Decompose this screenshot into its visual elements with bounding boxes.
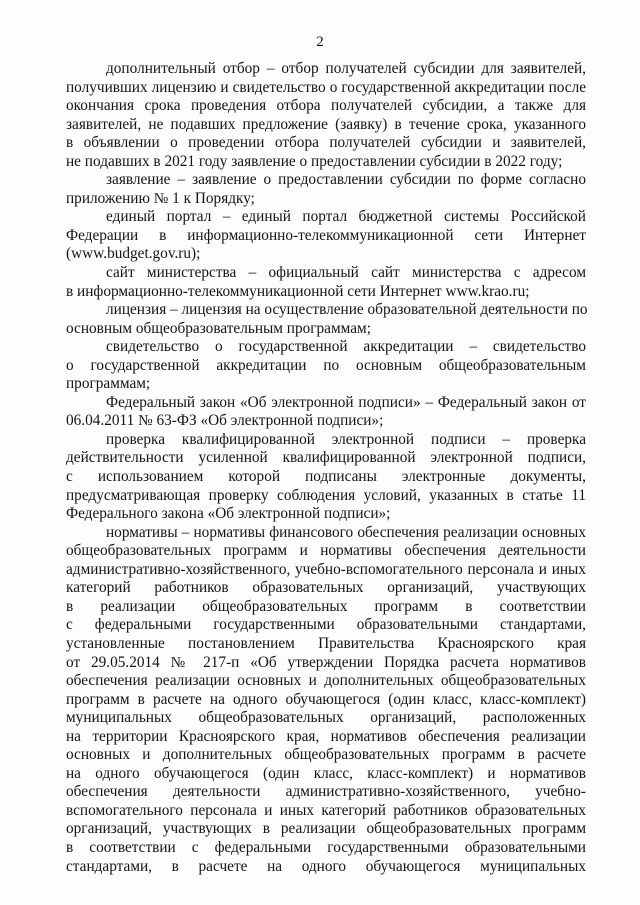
text-line: на одного обучающегося (один класс, класс-комплект) и нормативов — [66, 764, 586, 782]
text-line: проверка квалифицированной электронной подписи – проверка — [106, 430, 586, 448]
text-line: стандартами, в расчете на одного обучающегося муниципальных — [66, 857, 586, 875]
text-line: обеспечения деятельности административно-хозяйственного, учебно- — [66, 783, 586, 801]
text-line: окончания срока проведения отбора получателей субсидии, а также для — [66, 97, 586, 115]
text-line: единый портал – единый портал бюджетной системы Российской — [106, 208, 586, 226]
text-line: Федеральный закон «Об электронной подписи» – Федеральный закон от — [106, 393, 586, 411]
text-line: действительности усиленной квалифицированной электронной подписи, — [66, 449, 586, 467]
text-line: получивших лицензию и свидетельство о государственной аккредитации после — [66, 78, 586, 96]
text-line: 06.04.2011 № 63-ФЗ «Об электронной подписи»; — [66, 412, 384, 430]
paragraph-unified-portal — [66, 208, 586, 264]
paragraph-federal-law — [66, 394, 586, 431]
text-line: приложению № 1 к Порядку; — [66, 189, 255, 207]
text-line: от 29.05.2014 № 217-п «Об утверждении Порядка расчета нормативов — [66, 653, 586, 671]
text-line: в соответствии с федеральными государственными образовательными — [66, 838, 586, 856]
document-body — [66, 60, 586, 876]
text-line: муниципальных общеобразовательных организаций, расположенных — [66, 709, 586, 727]
text-line: категорий работников образовательных организаций, участвующих — [66, 579, 586, 597]
text-line: дополнительный отбор – отбор получателей субсидии для заявителей, — [106, 60, 586, 77]
paragraph-ministry-site — [66, 264, 586, 301]
text-line: с использованием которой подписаны электронные документы, — [66, 468, 586, 486]
text-line: общеобразовательных программ и нормативы обеспечения деятельности — [66, 542, 586, 560]
text-line: программ в расчете на одного обучающегося (один класс, класс-комплект) — [66, 690, 586, 708]
text-line: о государственной аккредитации по основным общеобразовательным — [66, 356, 586, 374]
text-line: с федеральными государственными образовательными стандартами, — [66, 616, 586, 634]
text-line: не подавших в 2021 году заявление о предоставлении субсидии в 2022 году; — [66, 152, 563, 170]
text-line: программам; — [66, 375, 151, 393]
text-line: Федерации в информационно-телекоммуникационной сети Интернет — [66, 226, 586, 244]
paragraph-additional-selection — [66, 60, 586, 171]
text-line: в информационно-телекоммуникационной сети Интернет www.krao.ru; — [66, 282, 530, 300]
text-line: в объявлении о проведении отбора получателей субсидии и заявителей, — [66, 134, 586, 152]
text-line: обеспечения реализации основных и дополнительных общеобразовательных — [66, 672, 586, 690]
paragraph-certificate — [66, 338, 586, 394]
text-line: (www.budget.gov.ru); — [66, 245, 201, 263]
text-line: основных и дополнительных общеобразовательных программ в расчете — [66, 746, 586, 764]
text-line: заявителей, не подавших предложение (заявку) в течение срока, указанного — [66, 115, 586, 133]
text-line: основным общеобразовательным программам; — [66, 319, 371, 337]
paragraph-license — [66, 301, 586, 338]
text-line: вспомогательного персонала и иных категорий работников образовательных — [66, 801, 586, 819]
paragraph-standards — [66, 524, 586, 876]
text-line: свидетельство о государственной аккредитации – свидетельство — [106, 338, 586, 356]
text-line: предусматривающая проверку соблюдения условий, указанных в статье 11 — [66, 486, 586, 504]
text-line: сайт министерства – официальный сайт министерства с адресом — [106, 264, 586, 282]
paragraph-application — [66, 171, 586, 208]
text-line: Федерального закона «Об электронной подписи»; — [66, 505, 391, 523]
text-line: административно-хозяйственного, учебно-вспомогательного персонала и иных — [66, 560, 586, 578]
text-line: на территории Красноярского края, нормативов обеспечения реализации — [66, 727, 586, 745]
text-line: заявление – заявление о предоставлении субсидии по форме согласно — [106, 171, 586, 189]
page-number: 2 — [316, 34, 324, 50]
text-line: нормативы – нормативы финансового обеспечения реализации основных — [106, 523, 586, 541]
text-line: в реализации общеобразовательных программ в соответствии — [66, 597, 586, 615]
paragraph-signature-check — [66, 431, 586, 524]
text-line: организаций, участвующих в реализации общеобразовательных программ — [66, 820, 586, 838]
text-line: лицензия – лицензия на осуществление образовательной деятельности по — [106, 301, 588, 319]
text-line: установленные постановлением Правительства Красноярского края — [66, 634, 586, 652]
